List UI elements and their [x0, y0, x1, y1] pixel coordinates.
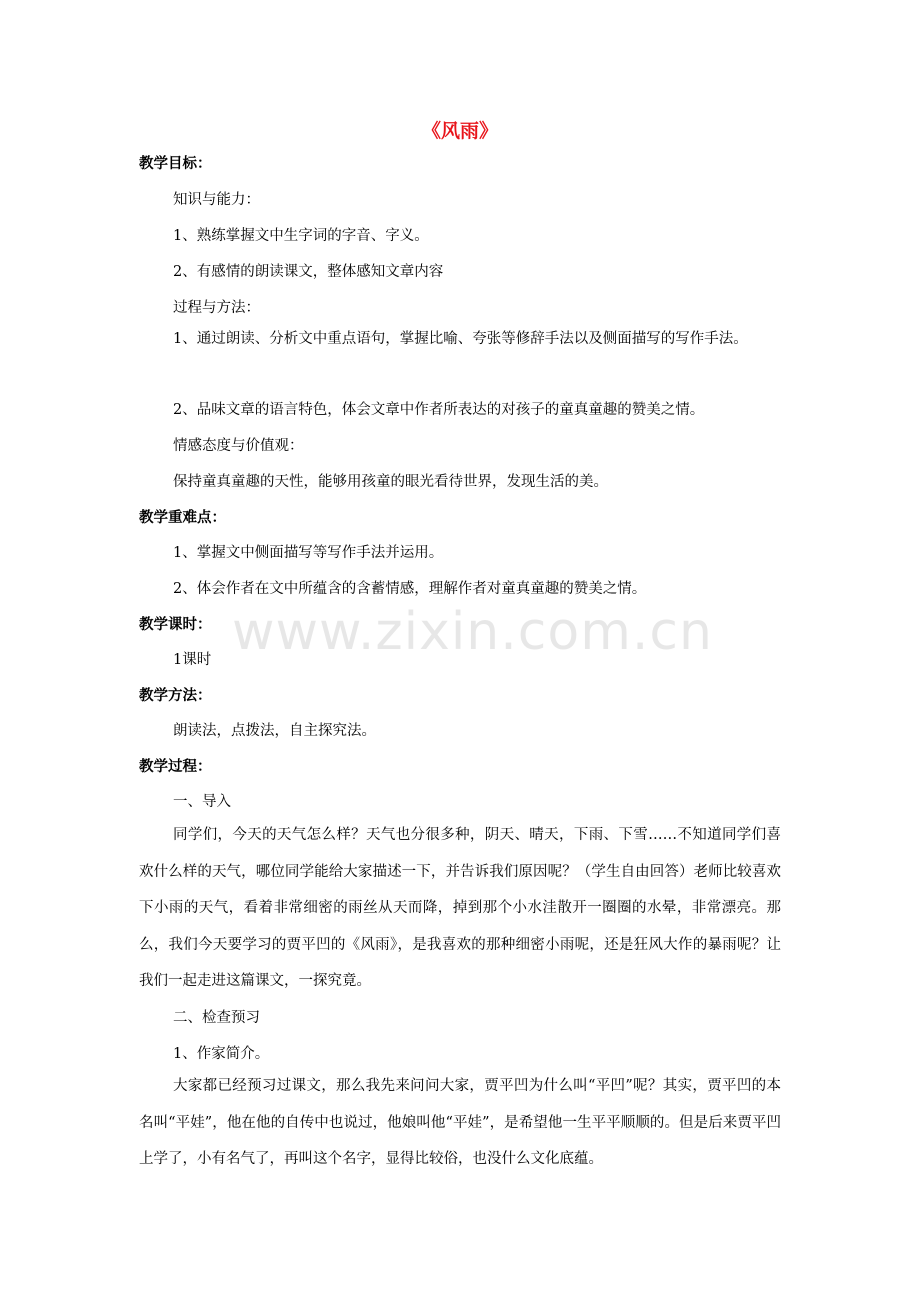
key-point-1: 1、掌握文中侧面描写等写作手法并运用。	[173, 545, 444, 561]
class-hours-heading: 教学课时：	[139, 617, 212, 633]
emotion-label: 情感态度与价值观：	[173, 438, 304, 454]
knowledge-label: 知识与能力：	[173, 192, 260, 208]
process-item-2: 2、品味文章的语言特色，体会文章中作者所表达的对孩子的童真童趣的赞美之情。	[173, 402, 705, 418]
emotion-item-1: 保持童真童趣的天性，能够用孩童的眼光看待世界，发现生活的美。	[173, 474, 608, 490]
key-points-heading: 教学重难点：	[139, 510, 226, 526]
knowledge-item-2: 2、有感情的朗读课文，整体感知文章内容	[173, 264, 444, 280]
step-2-subtitle: 1、作家简介。	[173, 1046, 270, 1062]
objectives-heading: 教学目标：	[139, 156, 212, 172]
process-label: 过程与方法：	[173, 300, 260, 316]
methods-heading: 教学方法：	[139, 688, 212, 704]
document-title: 《风雨》	[421, 120, 498, 142]
step-2-text: 大家都已经预习过课文，那么我先来问问大家，贾平凹为什么叫“平凹”呢？其实，贾平凹的本名叫“平娃”，他在他的自传中也说过，他娘叫他“平娃”，是希望他一生平平顺顺的。但是后来贾平凹上学了，小有名气了，再叫这个名字，显得比较俗，也没什么文化底蕴。	[139, 1078, 781, 1167]
class-hours-value: 1课时	[173, 652, 212, 668]
procedure-heading: 教学过程：	[139, 759, 212, 775]
step-1-text: 同学们，今天的天气怎么样？天气也分很多种，阴天、晴天，下雨、下雪……不知道同学们喜欢什么样的天气，哪位同学能给大家描述一下，并告诉我们原因呢？（学生自由回答）老师比较喜欢下小雨的天气，看着非常细密的雨丝从天而降，掉到那个小水洼散开一圈圈的水晕，非常漂亮。那么，我们今天要学习的贾平凹的《风雨》，是我喜欢的那种细密小雨呢，还是狂风大作的暴雨呢？让我们一起走进这篇课文，一探究竟。	[139, 827, 781, 989]
methods-value: 朗读法，点拨法，自主探究法。	[173, 723, 376, 739]
step-1-title: 一、导入	[173, 794, 231, 810]
process-item-1: 1、通过朗读、分析文中重点语句，掌握比喻、夸张等修辞手法以及侧面描写的写作手法。	[173, 331, 748, 347]
knowledge-item-1: 1、熟练掌握文中生字词的字音、字义。	[173, 228, 429, 244]
watermark: www.zixin.com.cn	[232, 602, 713, 662]
step-2-title: 二、检查预习	[173, 1010, 260, 1026]
key-point-2: 2、体会作者在文中所蕴含的含蓄情感，理解作者对童真童趣的赞美之情。	[173, 581, 647, 597]
